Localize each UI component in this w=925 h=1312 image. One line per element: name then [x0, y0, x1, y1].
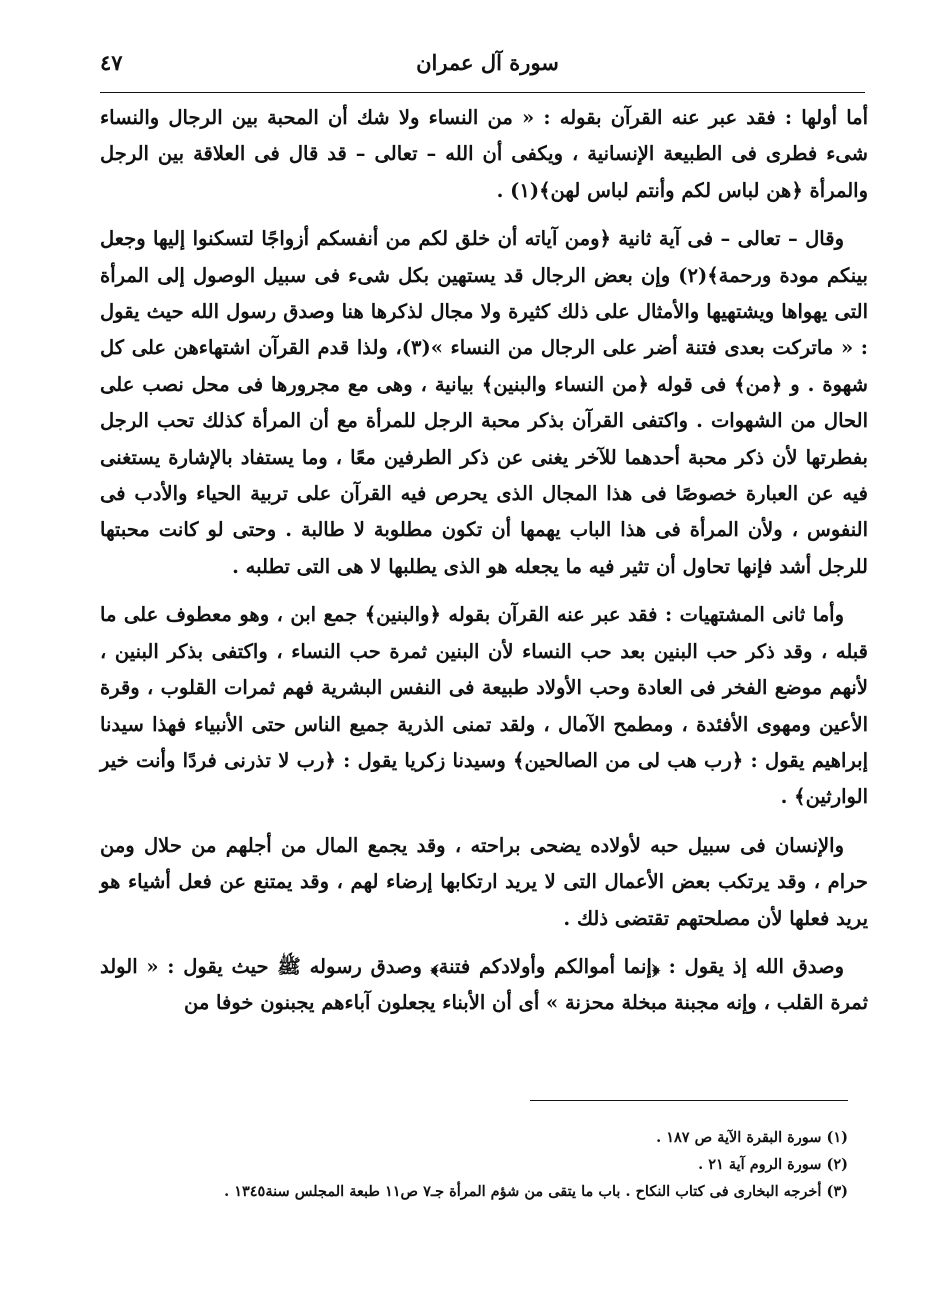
paragraph-3: وأما ثانى المشتهيات : فقد عبر عنه القرآن بقوله ﴿والبنين﴾ جمع ابن ، وهو معطوف على ما قبله ، وقد ذكر حب البنين بعد حب النساء لأن البنين ثمرة حب النساء ، واكتفى بذكر البنين ، لأنهم موضع الفخر فى العادة وحب الأولاد طبيعة فى النفس البشرية فهم ثمرات القلوب ، وقرة الأعين ومهوى الأفئدة ، ومطمح الآمال ، ولقد تمنى الذرية جميع الناس حتى الأنبياء فهذا سيدنا إبراهيم يقول : ﴿رب هب لى من الصالحين﴾ وسيدنا زكريا يقول : ﴿رب لا تذرنى فردًا وأنت خير الوارثين﴾ . [100, 603, 868, 809]
page-number: ٤٧ [100, 50, 123, 75]
footnotes [100, 1124, 848, 1205]
footnote-divider [530, 1100, 848, 1101]
paragraph-5: وصدق الله إذ يقول : ﴿إنما أموالكم وأولادكم فتنة﴾ وصدق رسوله ﷺ حيث يقول : « الولد ثمرة القلب ، وإنه مجبنة مبخلة محزنة » أى أن الأبناء يجعلون آباءهم يجبنون خوفا من [100, 954, 868, 1015]
footnote-1: (١) سورة البقرة الآية ص ١٨٧ . [656, 1129, 848, 1146]
main-text [100, 100, 868, 1034]
surah-title: سورة آل عمران [416, 50, 559, 75]
paragraph-4: والإنسان فى سبيل حبه لأولاده يضحى براحته ، وقد يجمع المال من أجلهم من حلال ومن حرام ، وقد يرتكب بعض الأعمال التى لا يريد ارتكابها إرضاء لهم ، وقد يمتنع عن فعل أشياء هو يريد فعلها لأن مصلحتهم تقتضى ذلك . [100, 833, 868, 930]
footnote-3: (٣) أخرجه البخارى فى كتاب النكاح . باب ما يتقى من شؤم المرأة جـ٧ ص١١ طبعة المجلس سنة١٣٤٥ . [224, 1183, 848, 1200]
paragraph-2: وقال – تعالى – فى آية ثانية ﴿ومن آياته أن خلق لكم من أنفسكم أزواجًا لتسكنوا إليها وجعل بينكم مودة ورحمة﴾(٢) وإن بعض الرجال قد يستهين بكل شىء فى سبيل الوصول إلى المرأة التى يهواها ويشتهيها والأمثال على ذلك كثيرة ولا مجال لذكرها هنا وصدق رسول الله حيث يقول : « ماتركت بعدى فتنة أضر على الرجال من النساء »(٣)، ولذا قدم القرآن اشتهاءهن على كل شهوة . و ﴿من﴾ فى قوله ﴿من النساء والبنين﴾ بيانية ، وهى مع مجرورها فى محل نصب على الحال من الشهوات . واكتفى القرآن بذكر محبة الرجل للمرأة مع أن المرأة كذلك تحب الرجل بفطرتها لأن ذكر محبة أحدهما للآخر يغنى عن ذكر الطرفين معًا ، وما يستفاد بالإشارة يستغنى فيه عن العبارة خصوصًا فى هذا المجال الذى يحرص فيه القرآن على تربية الحياء والأدب فى النفوس ، ولأن المرأة فى هذا الباب يهمها أن تكون مطلوبة لا طالبة . وحتى لو كانت محبتها للرجل أشد فإنها تحاول أن تثير فيه ما يجعله هو الذى يطلبها لا هى التى تطلبه . [100, 227, 868, 578]
footnote-2: (٢) سورة الروم آية ٢١ . [698, 1156, 848, 1173]
header-divider [100, 92, 865, 93]
page-header [100, 46, 875, 86]
paragraph-1: أما أولها : فقد عبر عنه القرآن بقوله : « من النساء ولا شك أن المحبة بين الرجال والنساء شىء فطرى فى الطبيعة الإنسانية ، ويكفى أن الله – تعالى – قد قال فى العلاقة بين الرجل والمرأة ﴿هن لباس لكم وأنتم لباس لهن﴾(١) . [100, 106, 868, 202]
